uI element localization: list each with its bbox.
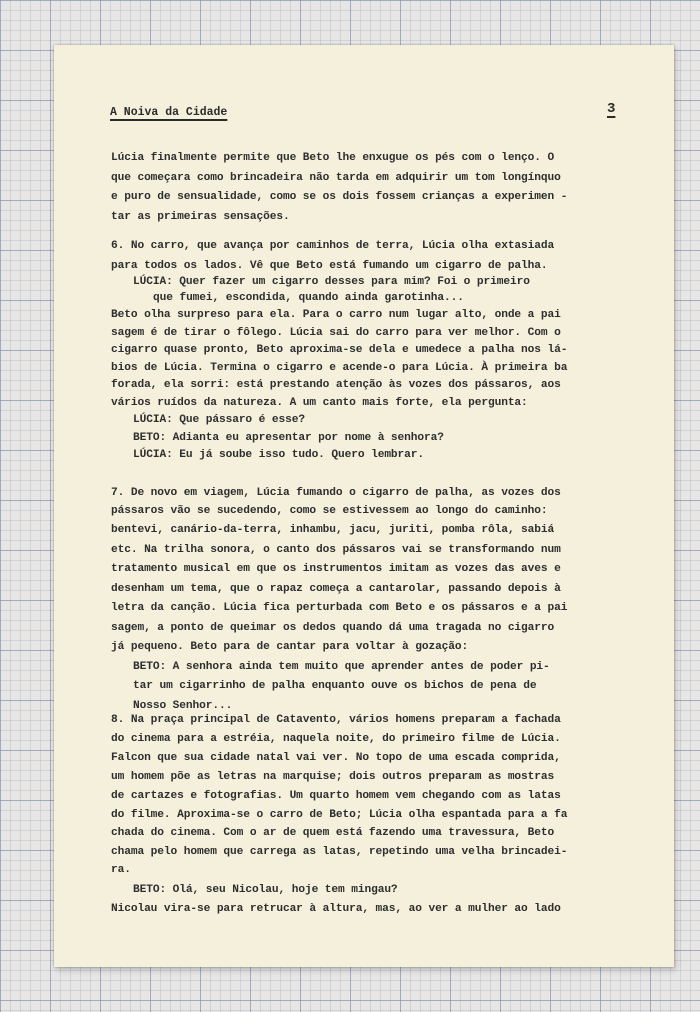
text-line: bentevi, canário-da-terra, inhambu, jacu, juriti, pomba rôla, sabiá xyxy=(111,524,555,536)
text-line: cigarro quase pronto, Beto aproxima-se dela e umedece a palha nos lá- xyxy=(111,344,568,356)
text-line: Nosso Senhor... xyxy=(133,699,233,712)
text-line: já pequeno. Beto para de cantar para voltar à gozação: xyxy=(111,641,469,653)
text-line: tratamento musical em que os instrumentos imitam as vozes das aves e xyxy=(111,563,561,575)
text-line: Beto olha surpreso para ela. Para o carro num lugar alto, onde a pai xyxy=(111,309,561,321)
text-line: LÚCIA: Eu já soube isso tudo. Quero lembrar. xyxy=(133,449,424,461)
text-line: vários ruídos da natureza. A um canto mais forte, ela pergunta: xyxy=(111,396,528,409)
text-line: para todos os lados. Vê que Beto está fumando um cigarro de palha. xyxy=(111,259,548,272)
text-line: desenham um tema, que o rapaz começa a cantarolar, passando depois à xyxy=(111,582,561,595)
text-line: sagem é de tirar o fôlego. Lúcia sai do carro para ver melhor. Com o xyxy=(111,326,561,339)
text-line: do cinema para a estréia, naquela noite, do primeiro filme de Lúcia. xyxy=(111,732,561,745)
text-line: 6. No carro, que avança por caminhos de terra, Lúcia olha extasiada xyxy=(111,240,555,252)
text-line: tar as primeiras sensações. xyxy=(111,210,290,223)
text-line: letra da canção. Lúcia fica perturbada com Beto e os pássaros e a pai xyxy=(111,602,568,614)
text-line: Falcon que sua cidade natal vai ver. No topo de uma escada comprida, xyxy=(111,752,561,764)
text-line: etc. Na trilha sonora, o canto dos pássaros vai se transformando num xyxy=(111,543,561,556)
text-line: bios de Lúcia. Termina o cigarro e acende-o para Lúcia. À primeira ba xyxy=(111,361,568,374)
text-line: chama pelo homem que carrega as latas, repetindo uma velha brincadei- xyxy=(111,845,568,858)
document-title: A Noiva da Cidade xyxy=(110,106,228,119)
text-line: sagem, a ponto de queimar os dedos quando dá uma tragada no cigarro xyxy=(111,621,555,634)
text-line: pássaros vão se sucedendo, como se estivessem ao longo do caminho: xyxy=(111,504,548,517)
text-line: 7. De novo em viagem, Lúcia fumando o cigarro de palha, as vozes dos xyxy=(111,487,561,499)
page-number: 3 xyxy=(607,101,616,117)
text-line: que fumei, escondida, quando ainda garotinha... xyxy=(153,291,464,304)
text-line: tar um cigarrinho de palha enquanto ouve os bichos de pena de xyxy=(133,680,537,692)
text-line: LÚCIA: Quer fazer um cigarro desses para mim? Foi o primeiro xyxy=(133,276,530,288)
text-line: Nicolau vira-se para retrucar à altura, mas, ao ver a mulher ao lado xyxy=(111,902,561,915)
text-line: de cartazes e fotografias. Um quarto homem vem chegando com as latas xyxy=(111,790,561,802)
text-line: LÚCIA: Que pássaro é esse? xyxy=(133,414,305,426)
text-line: chada do cinema. Com o ar de quem está fazendo uma travessura, Beto xyxy=(111,827,555,839)
text-line: forada, ela sorri: está prestando atenção às vozes dos pássaros, aos xyxy=(111,379,561,391)
text-line: ra. xyxy=(111,864,131,876)
text-line: do filme. Aproxima-se o carro de Beto; Lúcia olha espantada para a fa xyxy=(111,808,568,821)
text-line: um homem põe as letras na marquise; dois outros preparam as mostras xyxy=(111,770,555,783)
text-line: BETO: Adianta eu apresentar por nome à senhora? xyxy=(133,431,444,444)
document-page xyxy=(54,45,674,967)
text-line: e puro de sensualidade, como se os dois fossem crianças a experimen - xyxy=(111,191,568,203)
text-line: 8. Na praça principal de Catavento, vários homens preparam a fachada xyxy=(111,714,561,726)
text-line: que começara como brincadeira não tarda em adquirir um tom longínquo xyxy=(111,171,561,184)
text-line: BETO: Olá, seu Nicolau, hoje tem mingau? xyxy=(133,883,398,896)
text-line: Lúcia finalmente permite que Beto lhe enxugue os pés com o lenço. O xyxy=(111,152,555,164)
text-line: BETO: A senhora ainda tem muito que aprender antes de poder pi- xyxy=(133,660,550,673)
